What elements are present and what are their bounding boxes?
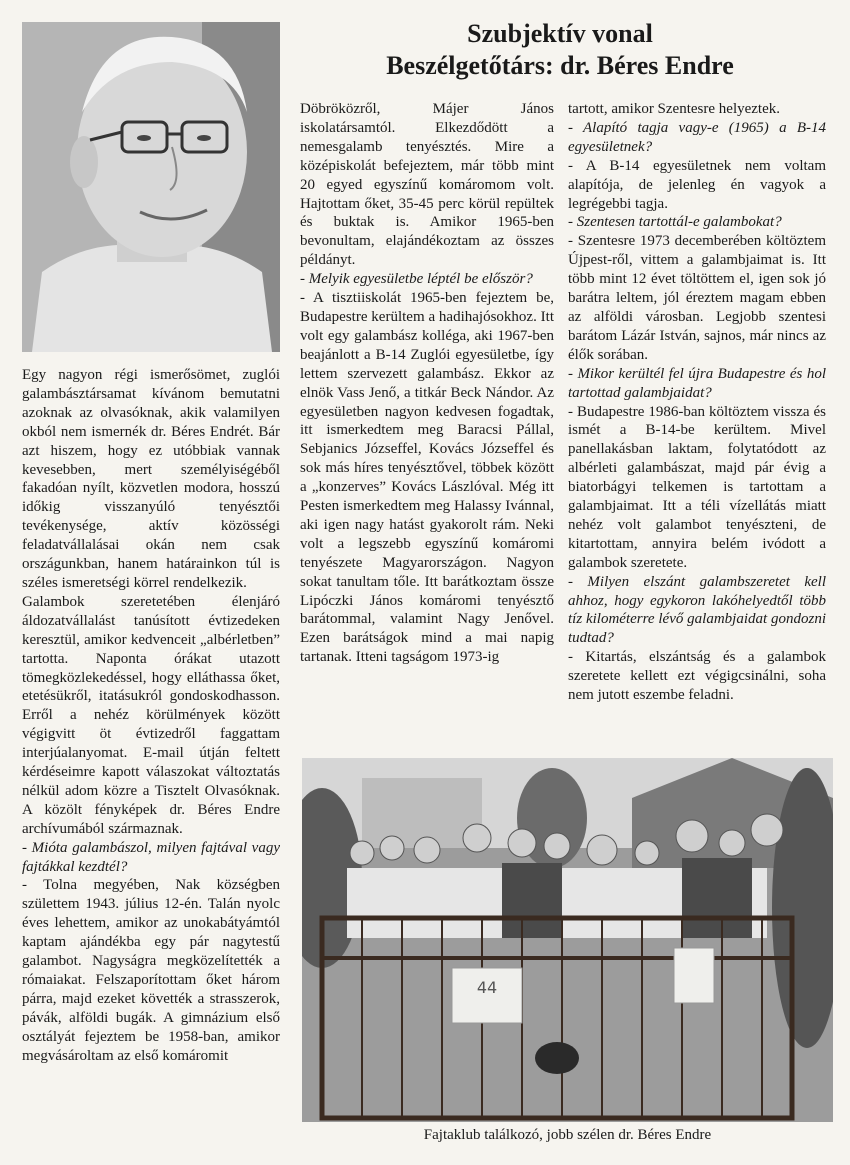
question-2: - Melyik egyesületbe léptél be először? [300,271,533,288]
answer-6: - Kitartás, elszántság és a galambok szeretete kellett ezt végigcsinálni, soha nem jutott eszembe feladni. [568,649,826,704]
portrait-photo [22,22,280,352]
intro-paragraph-2: Galambok szeretetében élenjáró áldozatvállalást tanúsított évtizedeken keresztül, amikor kedvenceit „albérletben” tartotta. Naponta órákat utazott tömegközlekedéssel, hogy elláthassa őket, etetésükről, itatásukról gondoskodhasson. Erről a nehéz körülmények között végigvitt öt évtizedről faggattam interjúalanyomat. E-mail útján feltett kérdéseimre kapott válaszokat változtatás nélkül adom közre a Tisztelt Olvasóknak. A közölt fényképek dr. Béres Endre archívumából származnak. [22,593,280,837]
answer-2: - A tisztiiskolát 1965-ben fejeztem be, Budapestre kerültem a hadihajósokhoz. Itt volt egy galambász kollégа, aki 1967-ben beajánlott a B-14 Zuglói egyesületbe, így lettem szervezett galambász. Ekkor az elnök Vass Jenő, a titkár Beck Nándor. Az egyesületben nagyon kedvesen fogadtak, itt ismerkedtem meg Baracsi Pállal, Sebjanics Józseffel, Kovács Józseffel és sok más híres tenyésztővel, többek között a „konzerves” Kovács Lászlóval. Még itt Pesten ismerkedtem meg Halassy Ivánnal, aki igen nagy hatást gyakorolt rám. Neki volt a legszebb egyszínű komáromi tenyészete Magyarországon. Nagyon sokat tanultam tőle. Itt barátkoztam össze Lipóczki János komáromi tenyésztő barátommal, valamint Nagy Jenővel. Ezen barátságok mind a mai napig tartanak. Itteni tagságom 1973-ig [300,290,554,666]
question-3: - Alapító tagja vagy-e (1965) a B-14 egyesületnek? [568,119,826,155]
article-title [300,18,820,82]
text-column-3 [568,100,826,705]
question-5: - Mikor kerültél fel újra Budapestre és hol tartottad galambjaidat? [568,365,826,401]
answer-5: - Budapestre 1986-ban költöztem vissza és ismét a B-14-be kerültem. Mivel panellakásban laktam, folytatódott az albérleti galambászat, majd pár évig a biatorbágyi telkemen is tartottam a galambjaimat. Itt a téli vízellátás miatt nehéz volt galambot tenyészteni, de kitartottam, annyira belém ivódott a galambok szeretete. [568,403,826,571]
text-column-1 [22,366,280,1066]
group-photo [302,758,833,1122]
intro-paragraph-1: Egy nagyon régi ismerősömet, zuglói galambásztársamat kívánom bemutatni azoknak az olvasóknak, akik valamilyen okból nem ismernék dr. Béres Endrét. Bár azt hiszem, hogy ez utóbbiak vannak kevesebben, mert személyiségéből fakadóan nyílt, közvetlen modora, hosszú időkig visszanyúló tenyésztői tevékenysége, aktív közösségi feladatvállalásai okán nem csak országunkban, hanem határainkon túl is széles ismeretségi körrel rendelkezik. [22,367,280,591]
answer-1: - Tolna megyében, Nak községben születtem 1943. július 12-én. Talán nyolc éves lehettem, amikor az unokabátyámtól kaptam ajándékba egy pár nagytestű galambot. Nagyságra megközelítették a rómaiakat. Felszaporítottam őket három párra, majd ezeket követték a strasszerok, pávák, alföldi bugák. A gimnázium első osztályát fejeztem be 1958-ban, amikor megvásároltam az első komáromit [22,877,280,1064]
article-title-line1: Szubjektív vonal [467,19,653,48]
article-title-line2: Beszélgetőtárs: dr. Béres Endre [386,51,734,80]
question-1: - Mióta galambászol, milyen fajtával vagy fajtákkal kezdtél? [22,839,280,875]
answer-1-continued: Döbröközről, Májer János iskolatársamtól. Elkezdődött a nemesgalamb tenyésztés. Mire a középiskolát befejeztem, már több mint 20 egyed egyszínű komáromom volt. Hajtottam őket, 35-45 perc körül repültek és buktak is. Amikor 1965-ben bevonultam, elajándékoztam az összes példányt. [300,101,554,269]
answer-3: - A B-14 egyesületnek nem voltam alapítója, de jelenleg én vagyok a legrégebbi tagja. [568,157,826,212]
cage-tag-label: 44 [476,978,498,997]
group-photo-caption: Fajtaklub találkozó, jobb szélen dr. Béres Endre [423,1127,712,1143]
answer-4: - Szentesre 1973 decemberében költöztem Újpest-ről, vittem a galambjaimat is. Itt több mint 12 évet töltöttem el, igen sok jó barátra leltem, jól éreztem magam ebben az alföldi városban. Legjobb szentesi barátom Lázár István, sajnos, már nincs az élők sorában. [568,233,826,363]
question-4: - Szentesen tartottál-e galambokat? [568,214,782,231]
question-6: - Milyen elszánt galambszeretet kell ahhoz, hogy egykoron lakóhelyedtől több tíz kilométerre lévő galambjaidat gondozni tudtad? [568,573,826,647]
answer-2-continued: tartott, amikor Szentesre helyeztek. [568,101,780,117]
text-column-2 [300,100,554,667]
group-photo-illustration [302,758,833,1122]
portrait-illustration [22,22,280,352]
